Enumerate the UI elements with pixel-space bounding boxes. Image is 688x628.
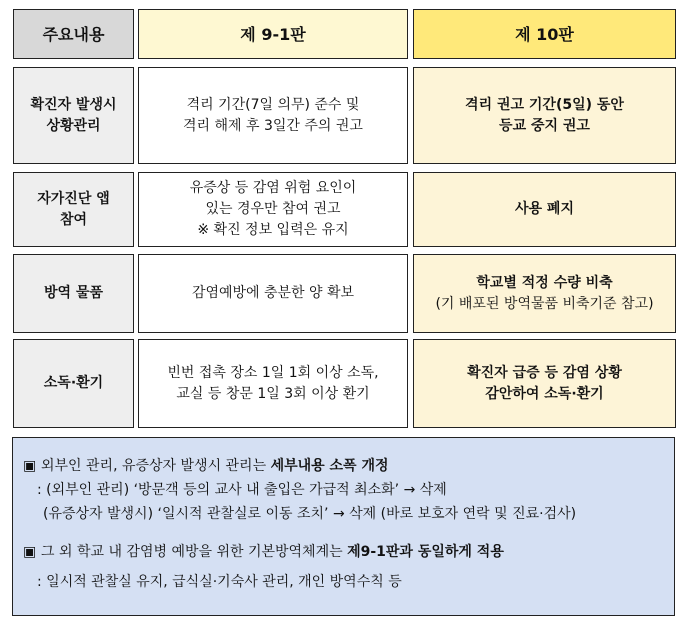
cell-text-line: 감안하여 소독·환기 — [485, 385, 604, 402]
note-item-2 — [23, 540, 674, 564]
cell-text-line: 학교별 적정 수량 비축 — [476, 274, 613, 291]
row-label-line: 확진자 발생시 — [30, 96, 117, 113]
note-item-1-text: 외부인 관리, 유증상자 발생시 관리는 — [41, 458, 271, 474]
row-label-line: 상황관리 — [46, 117, 101, 134]
cell-text-line: 격리 해제 후 3일간 주의 권고 — [183, 117, 363, 134]
row-label-case-management — [13, 67, 134, 164]
cell-9-1-supplies — [138, 254, 408, 333]
cell-text-line: 등교 중지 권고 — [499, 117, 590, 134]
cell-9-1-case-management — [138, 67, 408, 164]
header-edition-10-label: 제 10판 — [515, 24, 574, 44]
cell-text-line: 격리 기간(7일 의무) 준수 및 — [186, 96, 360, 113]
cell-text-line: 감염예방에 충분한 양 확보 — [191, 285, 355, 301]
cell-9-1-disinfection — [138, 339, 408, 428]
cell-text-line: 격리 권고 기간(5일) 동안 — [465, 96, 624, 113]
notes-box — [12, 437, 675, 616]
note-item-2-emphasis: 제9-1판과 동일하게 적용 — [347, 544, 504, 560]
row-label-line: 자가진단 앱 — [37, 190, 110, 207]
note-item-1-detail-symptomatic: (유증상자 발생시) ‘일시적 관찰실로 이동 조치’ → 삭제 (바로 보호자 연락 및 진료·검사) — [43, 506, 577, 522]
note-item-1-detail-visitors: : (외부인 관리) ‘방문객 등의 교사 내 출입은 가급적 최소화’ → 삭제 — [37, 482, 447, 498]
cell-text-line: 유증상 등 감염 위험 요인이 — [189, 180, 357, 196]
header-edition-9-1-label: 제 9-1판 — [240, 24, 306, 44]
cell-text-line: 사용 폐지 — [515, 201, 574, 217]
row-label-supplies — [13, 254, 134, 333]
cell-10-supplies — [413, 254, 676, 333]
cell-text-line: 있는 경우만 참여 권고 — [205, 201, 341, 217]
row-label-self-check-app — [13, 172, 134, 247]
cell-text-line: 교실 등 창문 1일 3회 이상 환기 — [176, 385, 370, 402]
note-item-2-text: 그 외 학교 내 감염병 예방을 위한 기본방역체계는 — [41, 544, 348, 560]
cell-text-line: (기 배포된 방역물품 비축기준 참고) — [435, 295, 654, 312]
header-main-content-label: 주요내용 — [42, 24, 105, 44]
note-item-1 — [23, 454, 674, 478]
cell-10-disinfection — [413, 339, 676, 428]
note-item-1-emphasis: 세부내용 소폭 개정 — [270, 458, 389, 474]
header-edition-10 — [413, 9, 676, 59]
square-bullet-icon: ▣ — [23, 544, 37, 560]
header-main-content — [13, 9, 134, 59]
row-label-line: 방역 물품 — [44, 285, 103, 301]
square-bullet-icon: ▣ — [23, 458, 37, 474]
row-label-line: 참여 — [59, 211, 88, 228]
cell-text-line: 확진자 급증 등 감염 상황 — [467, 364, 622, 381]
cell-10-case-management — [413, 67, 676, 164]
note-spacer — [23, 526, 674, 540]
note-item-2-detail: : 일시적 관찰실 유지, 급식실·기숙사 관리, 개인 방역수칙 등 — [37, 574, 402, 590]
row-label-line: 소독·환기 — [43, 375, 104, 391]
header-edition-9-1 — [138, 9, 408, 59]
cell-text-line: 빈번 접촉 장소 1일 1회 이상 소독, — [167, 364, 379, 381]
cell-9-1-self-check-app — [138, 172, 408, 247]
cell-text-line: ※ 확진 정보 입력은 유지 — [197, 222, 349, 238]
row-label-disinfection — [13, 339, 134, 428]
cell-10-self-check-app — [413, 172, 676, 247]
